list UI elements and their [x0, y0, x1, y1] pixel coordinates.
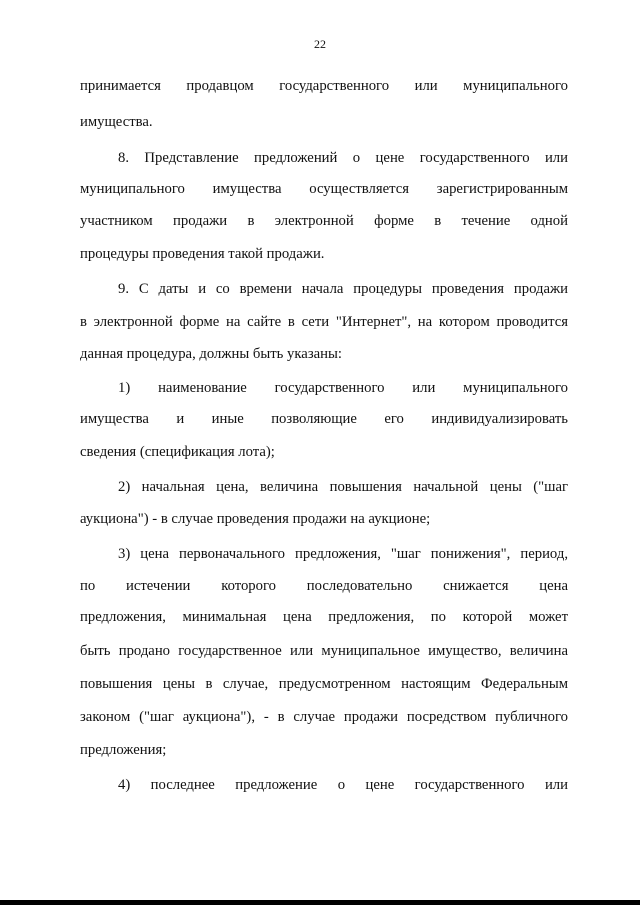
text-line: 9. С даты и со времени начала процедуры проведения продажи	[118, 281, 568, 297]
text-line: имущества.	[80, 114, 153, 130]
text-line: в электронной форме на сайте в сети "Интернет", на котором проводится	[80, 314, 568, 330]
text-line: предложения, минимальная цена предложения, по которой может	[80, 609, 568, 625]
text-line: 2) начальная цена, величина повышения начальной цены ("шаг	[118, 479, 568, 495]
text-line: по истечении которого последовательно снижается цена	[80, 578, 568, 594]
text-line: 4) последнее предложение о цене государственного или	[118, 777, 568, 793]
text-line: предложения;	[80, 742, 167, 758]
text-line: быть продано государственное или муниципальное имущество, величина	[80, 643, 568, 659]
text-line: аукциона") - в случае проведения продажи на аукционе;	[80, 511, 431, 527]
text-line: 3) цена первоначального предложения, "шаг понижения", период,	[118, 546, 568, 562]
text-line: принимается продавцом государственного или муниципального	[80, 78, 568, 94]
text-line: сведения (спецификация лота);	[80, 444, 275, 460]
bottom-edge-bar	[0, 900, 640, 905]
text-line: 8. Представление предложений о цене государственного или	[118, 150, 568, 166]
text-line: 1) наименование государственного или муниципального	[118, 380, 568, 396]
text-line: повышения цены в случае, предусмотренном настоящим Федеральным	[80, 676, 568, 692]
text-line: имущества и иные позволяющие его индивидуализировать	[80, 411, 568, 427]
page-number: 22	[314, 37, 326, 51]
text-line: законом ("шаг аукциона"), - в случае продажи посредством публичного	[80, 709, 568, 725]
text-line: процедуры проведения такой продажи.	[80, 246, 325, 262]
text-line: муниципального имущества осуществляется зарегистрированным	[80, 181, 568, 197]
text-line: данная процедура, должны быть указаны:	[80, 346, 342, 362]
text-line: участником продажи в электронной форме в течение одной	[80, 213, 568, 229]
